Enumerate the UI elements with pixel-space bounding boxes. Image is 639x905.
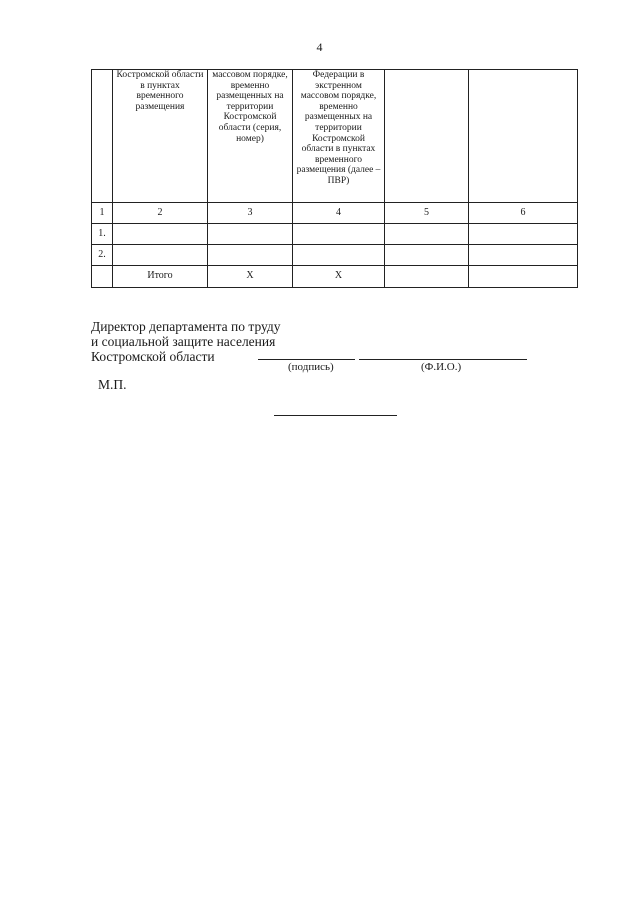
- table-row: [92, 224, 578, 245]
- header-cell-2: Костромской области в пунктах временного размещения: [113, 70, 208, 203]
- table-cell: [385, 224, 469, 245]
- row-number: 2.: [92, 245, 113, 266]
- data-table: [91, 69, 578, 288]
- name-line: [359, 359, 527, 360]
- header-cell-5: [385, 70, 469, 203]
- header-cell-1: [92, 70, 113, 203]
- signature-caption: (подпись): [288, 361, 334, 373]
- table-cell: [208, 224, 293, 245]
- table-cell: [113, 245, 208, 266]
- column-number: 4: [293, 203, 385, 224]
- column-number: 3: [208, 203, 293, 224]
- total-cell: [385, 266, 469, 288]
- table-row: [92, 245, 578, 266]
- table-header-row: [92, 70, 578, 203]
- header-cell-6: [469, 70, 578, 203]
- total-row: [92, 266, 578, 288]
- table-cell: [92, 266, 113, 288]
- signatory-position: [91, 319, 281, 364]
- row-number: 1.: [92, 224, 113, 245]
- column-number: 2: [113, 203, 208, 224]
- table-cell: [469, 245, 578, 266]
- signature-line: [258, 359, 355, 360]
- total-label: Итого: [113, 266, 208, 288]
- total-cell: [469, 266, 578, 288]
- position-line: Костромской области: [91, 349, 215, 364]
- table-cell: [469, 224, 578, 245]
- column-number: 1: [92, 203, 113, 224]
- table-cell: [385, 245, 469, 266]
- table-cell: [208, 245, 293, 266]
- stamp-place-label: М.П.: [98, 377, 127, 392]
- column-number: 5: [385, 203, 469, 224]
- closing-line: [274, 415, 397, 416]
- total-cell: X: [293, 266, 385, 288]
- table-cell: [293, 245, 385, 266]
- total-cell: X: [208, 266, 293, 288]
- column-number: 6: [469, 203, 578, 224]
- header-cell-4: Федерации в экстренном массовом порядке, временно размещенных на территории Костромской области в пунктах временного размещения (далее – ПВР): [293, 70, 385, 203]
- table-cell: [113, 224, 208, 245]
- page-number: 4: [316, 40, 323, 54]
- name-caption: (Ф.И.О.): [421, 361, 462, 373]
- header-cell-3: массовом порядке, временно размещенных на территории Костромской области (серия, номер): [208, 70, 293, 203]
- position-line: Директор департамента по труду: [91, 319, 281, 334]
- position-line: и социальной защите населения: [91, 334, 276, 349]
- table-cell: [293, 224, 385, 245]
- column-number-row: [92, 203, 578, 224]
